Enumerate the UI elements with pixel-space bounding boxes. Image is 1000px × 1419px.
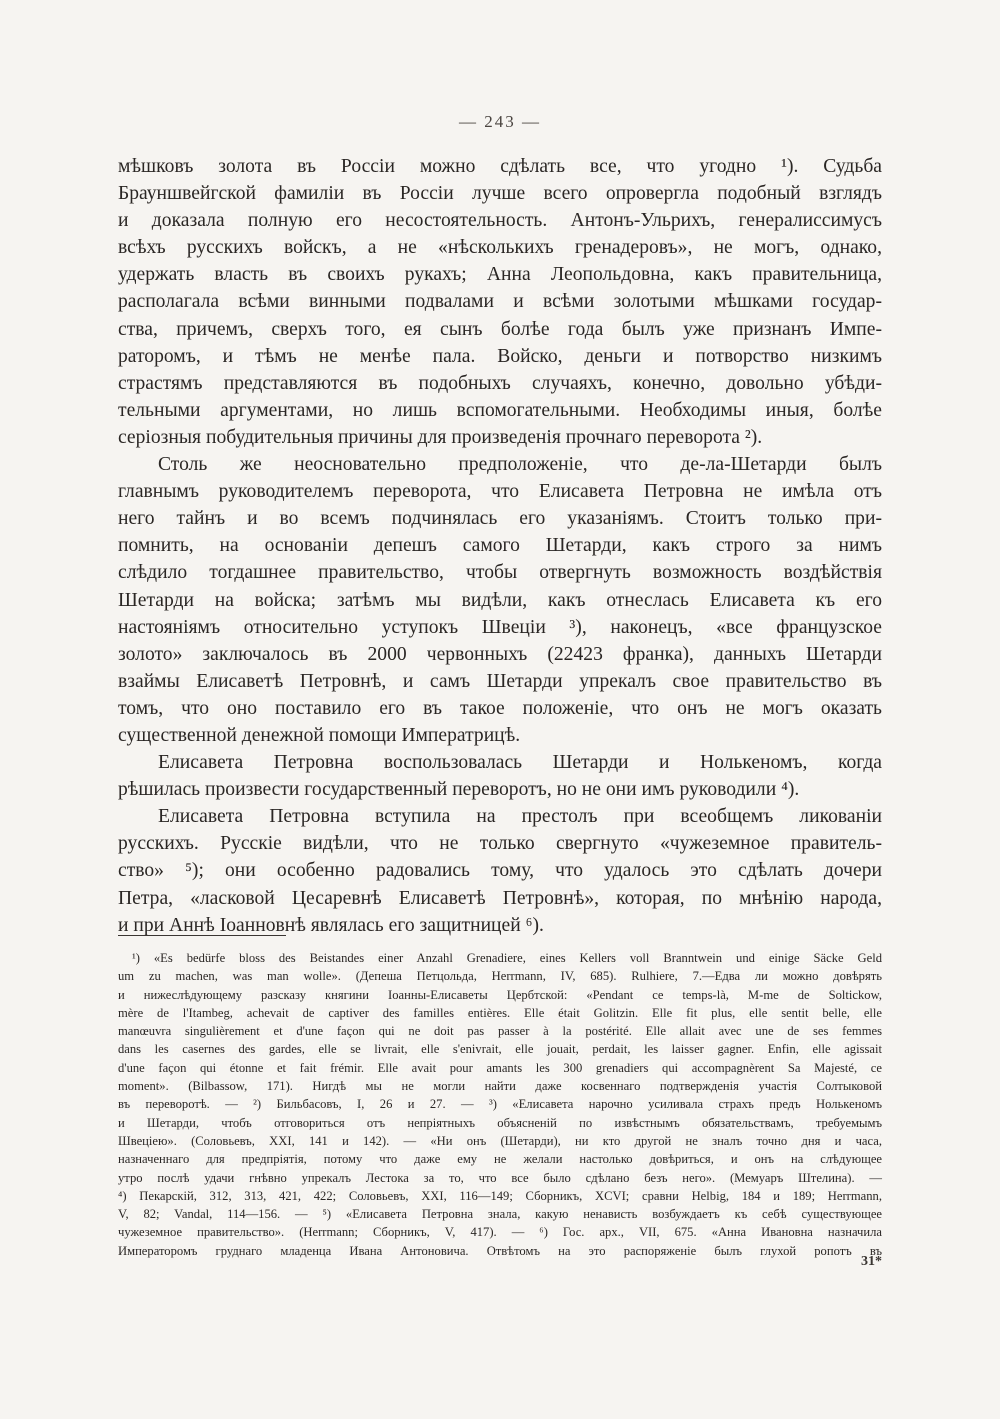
footnote-line: ⁴) Пекарскій, 312, 313, 421, 422; Соловьевъ, XXI, 116—149; Сборникъ, XCVI; сравни Helbig, 184 и 189; Herrmann,	[118, 1188, 882, 1203]
text-line: серіозныя побудительныя причины для произведенія прочнаго переворота ²).	[118, 426, 763, 448]
text-line: мѣшковъ золота въ Россіи можно сдѣлать все, что угодно ¹). Судьба	[118, 156, 882, 177]
footnote-line: и Шетарди, чтобъ отговориться отъ непріятныхъ объясненій по извѣстнымъ обязательствамъ, требуемымъ	[118, 1115, 882, 1130]
text-line: Елисавета Петровна воспользовалась Шетарди и Нолькеномъ, когда	[158, 752, 882, 774]
text-line: всѣхъ русскихъ войскъ, а не «нѣсколькихъ гренадеровъ», не могъ, однако,	[118, 237, 882, 259]
text-line: раторомъ, и тѣмъ не менѣе пала. Войско, деньги и потворство низкимъ	[118, 345, 882, 367]
footnote-line: V, 82; Vandal, 114—156. — ⁵) «Елисавета Петровна знала, какую ненависть возбуждаетъ къ себѣ существующее	[118, 1207, 882, 1222]
footnotes	[118, 949, 882, 1260]
text-line: Елисавета Петровна вступила на престолъ при всеобщемъ ликованіи	[158, 806, 882, 828]
text-line: тельными аргументами, но лишь вспомогательными. Необходимы иныя, болѣе	[118, 399, 882, 421]
text-line: страстямъ представляются въ подобныхъ случаяхъ, конечно, довольно убѣди-	[118, 372, 882, 394]
text-line: томъ, что оно поставило его въ такое положеніе, что онъ не могъ оказать	[118, 697, 882, 719]
text-line: Шетарди на войска; затѣмъ мы видѣли, какъ отнеслась Елисавета къ его	[118, 589, 882, 611]
text-line: рѣшилась произвести государственный переворотъ, но не они имъ руководили ⁴).	[118, 779, 800, 801]
footnote-line: назначеннаго для предпріятія, потому что даже ему не желали настолько довѣриться, и онъ на слѣдующее	[118, 1152, 882, 1167]
footnote-line: и нижеслѣдующему разсказу княгини Іоанны-Елисаветы Цербтской: «Pendant ce temps-là, M-me de Soltickow,	[118, 987, 882, 1002]
footnote-line: Императоромъ груднаго младенца Ивана Антоновича. Отвѣтомъ на это распоряженіе былъ глухой ропотъ въ	[118, 1243, 882, 1258]
printer-signature: 31*	[861, 1254, 882, 1269]
text-line: настояніямъ относительно уступокъ Швеціи ³), наконецъ, «все французское	[118, 616, 882, 638]
footnote-line: um zu machen, was man wolle». (Депеша Петцольда, Herrmann, IV, 685). Rulhiere, 7.—Едва ли можно довѣрять	[118, 969, 882, 984]
page-number: — 243 —	[459, 112, 541, 131]
text-line: существенной денежной помощи Императрицѣ.	[118, 724, 521, 746]
text-line: Петра, «ласковой Цесаревнѣ Елисаветѣ Петровнѣ», которая, по мнѣнію народа,	[118, 887, 882, 909]
text-line: помнить, на основаніи депешъ самого Шетарди, какъ строго за нимъ	[118, 535, 882, 557]
text-line: слѣдило тогдашнее правительство, чтобы отвергнуть возможность воздѣйствія	[118, 562, 882, 584]
text-line: золото» заключалось въ 2000 червонныхъ (22423 франка), данныхъ Шетарди	[118, 643, 882, 665]
footnote-line: d'une façon qui étonne et fait frémir. Elle avait pour amants les 300 grenadiers qui accompagnèrent Sa Majesté, ce	[118, 1060, 882, 1075]
footnote-line: Швеціею». (Соловьевъ, XXI, 141 и 142). — «Ни онъ (Шетарди), ни кто другой не зналъ точно дня и часа,	[118, 1133, 882, 1148]
text-line: русскихъ. Русскіе видѣли, что не только свергнуто «чужеземное правитель-	[118, 833, 882, 855]
text-line: ства, причемъ, сверхъ того, ея сынъ болѣе года былъ уже признанъ Импе-	[118, 318, 882, 340]
text-line: удержать власть въ своихъ рукахъ; Анна Леопольдовна, какъ правительница,	[118, 264, 882, 286]
footnote-line: moment». (Bilbassow, 171). Нигдѣ мы не могли найти даже косвеннаго подтвержденія участія Солтыковой	[118, 1079, 882, 1094]
text-line: Столь же неосновательно предположеніе, что де-ла-Шетарди былъ	[158, 454, 882, 476]
text-line: взаймы Елисаветѣ Петровнѣ, и самъ Шетарди упрекалъ свое правительство въ	[118, 670, 882, 692]
footnote-line: въ переворотѣ. — ²) Бильбасовъ, I, 26 и 27. — ³) «Елисавета нарочно усиливала страхъ предъ Нолькеномъ	[118, 1097, 882, 1112]
text-line: ство» ⁵); они особенно радовались тому, что удалось это сдѣлать дочери	[118, 860, 882, 882]
text-line: и доказала полную его несостоятельность. Антонъ-Ульрихъ, генералиссимусъ	[118, 210, 882, 232]
footnote-line: mère de l'Itambeg, achevait de captiver des familles entières. Elle était Golitzin. Elle fit plus, elle sentit belle, elle	[118, 1005, 882, 1020]
text-line: главнымъ руководителемъ переворота, что Елисавета Петровна не имѣла отъ	[118, 481, 882, 503]
footnote-line: manœuvra singulièrement et d'une façon qui ne doit pas passer à la postérité. Elle allait avec une de ses femmes	[118, 1024, 882, 1039]
footnote-line: dans les casernes des gardes, elle se livrait, elle s'enivrait, elle jouait, perdait, les laisser gagner. Enfin, elle agissait	[118, 1042, 882, 1057]
text-line: Брауншвейгской фамиліи въ Россіи лучше всего опровергла подобный взглядъ	[118, 183, 882, 205]
footnote-line: чужеземное правительство». (Herrmann; Сборникъ, V, 417). — ⁶) Гос. арх., VII, 675. «Анна Ивановна назначила	[118, 1225, 882, 1240]
main-text	[118, 153, 882, 939]
footnote-divider	[118, 935, 286, 936]
footnote-line: ¹) «Es bedürfe bloss des Beistandes einer Anzahl Grenadiere, eines Kellers voll Branntwein und einige Säcke Geld	[132, 951, 882, 965]
footnote-line: утро послѣ удачи гнѣвно упрекалъ Лестока за то, что все было сдѣлано безъ него». (Мемуаръ Штелина). —	[118, 1170, 882, 1185]
text-line: него тайнъ и во всемъ подчинялась его указаніямъ. Стоитъ только при-	[118, 508, 882, 530]
text-line: располагала всѣми винными подвалами и всѣми золотыми мѣшками государ-	[118, 291, 882, 313]
text-line: и при Аннѣ Іоанновнѣ являлась его защитницей ⁶).	[118, 914, 544, 936]
